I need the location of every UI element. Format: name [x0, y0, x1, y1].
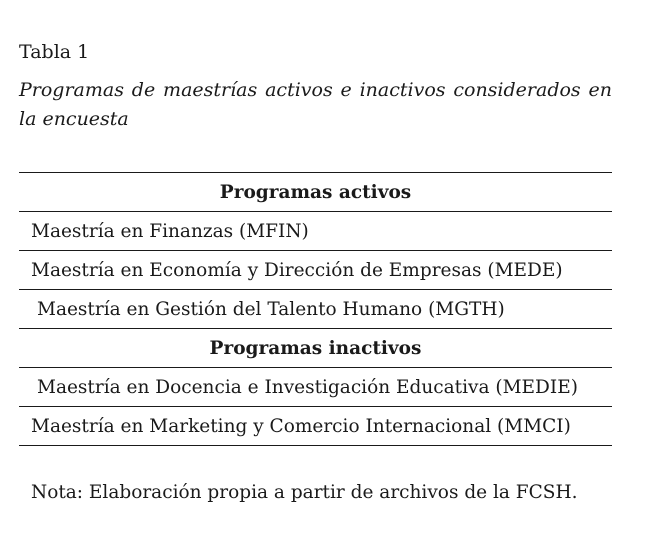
table-row: Maestría en Marketing y Comercio Internacional (MMCI) — [19, 407, 612, 446]
table-row: Maestría en Economía y Dirección de Empresas (MEDE) — [19, 251, 612, 290]
section-heading-active: Programas activos — [19, 173, 612, 212]
table-row: Maestría en Finanzas (MFIN) — [19, 212, 612, 251]
table-row: Maestría en Docencia e Investigación Educativa (MEDIE) — [19, 368, 612, 407]
table-caption: Programas de maestrías activos e inactivos considerados en la encuesta — [19, 79, 612, 130]
programs-table — [19, 172, 612, 446]
table-row: Maestría en Gestión del Talento Humano (MGTH) — [19, 290, 612, 329]
table-label: Tabla 1 — [19, 41, 90, 63]
section-heading-inactive: Programas inactivos — [19, 329, 612, 368]
table-note: Nota: Elaboración propia a partir de archivos de la FCSH. — [31, 482, 578, 503]
